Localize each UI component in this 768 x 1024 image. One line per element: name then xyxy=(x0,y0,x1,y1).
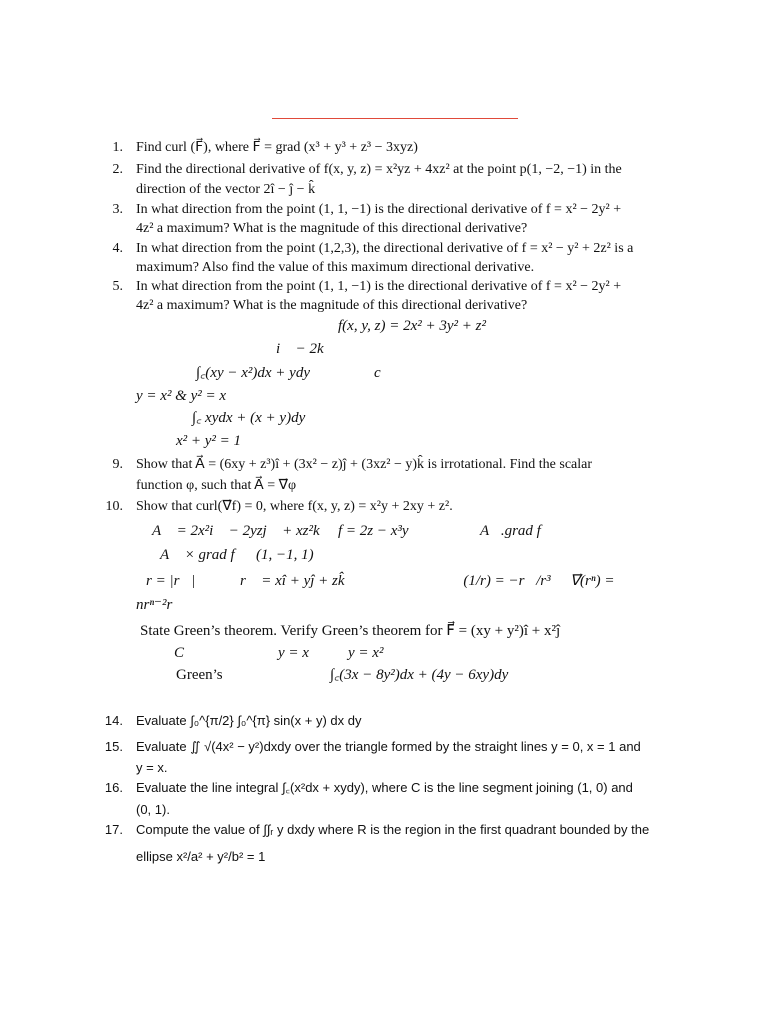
formula-fragment: i⃗ − 2k⃗ xyxy=(276,341,336,357)
formula-fragment: y = x xyxy=(278,645,309,661)
formula-fragment: c xyxy=(374,365,381,381)
item-number: 14. xyxy=(104,713,123,728)
formula-fragment: ∇⃗(1/r) = −r⃗/r³ xyxy=(440,573,551,589)
item-text-continued: ellipse x²/a² + y²/b² = 1 xyxy=(136,849,266,864)
item-number: 1. xyxy=(112,140,123,155)
item-text: In what direction from the point (1,2,3), the directional derivative of f = x² − y² + 2z² is a xyxy=(136,241,634,256)
item-text-continued: y = x. xyxy=(136,760,168,775)
item-number: 17. xyxy=(104,822,123,837)
item-text-continued: direction of the vector 2î − ĵ − k̂ xyxy=(136,182,316,197)
item-text-continued: (0, 1). xyxy=(136,802,170,817)
formula-fragment: C xyxy=(174,645,185,661)
formula-fragment: ∇⃗(rⁿ) = xyxy=(570,573,615,589)
item-number: 3. xyxy=(112,202,123,217)
item-text: In what direction from the point (1, 1, −1) is the directional derivative of f = x² − 2y² + xyxy=(136,202,622,217)
formula-fragment: ∫꜀(3x − 8y²)dx + (4y − 6xy)dy xyxy=(330,667,509,683)
item-number: 4. xyxy=(112,241,123,256)
formula-fragment: A⃗ = 2x²i⃗ − 2yzj⃗ + xz²k⃗ xyxy=(152,523,332,539)
item-number: 16. xyxy=(104,780,123,795)
item-text-continued: maximum? Also find the value of this maximum directional derivative. xyxy=(136,260,535,275)
item-text-continued: function φ, such that A⃗ = ∇⃗φ xyxy=(136,478,297,493)
item-number: 2. xyxy=(112,162,123,177)
formula-fragment: f(x, y, z) = 2x² + 3y² + z² xyxy=(338,318,486,334)
formula-fragment: y = x² & y² = x xyxy=(136,388,227,404)
item-number: 10. xyxy=(105,499,123,514)
item-text-continued: 4z² a maximum? What is the magnitude of this directional derivative? xyxy=(136,298,528,313)
item-number: 9. xyxy=(112,457,123,472)
formula-fragment: r⃗ = xî + yĵ + zk̂ xyxy=(240,573,345,589)
item-number: 15. xyxy=(104,739,123,754)
item-text: Compute the value of ∫∫ᵣ y dxdy where R is the region in the first quadrant bounded by the xyxy=(136,822,650,837)
formula-fragment: A⃗.grad f xyxy=(480,523,541,539)
formula-fragment: x² + y² = 1 xyxy=(176,433,242,449)
formula-fragment: y = x² xyxy=(348,645,384,661)
item-text-continued: 4z² a maximum? What is the magnitude of this directional derivative? xyxy=(136,221,528,236)
formula-fragment: Green’s xyxy=(176,667,223,683)
item-text: Evaluate the line integral ∫꜀(x²dx + xydy), where C is the line segment joining (1, 0) and xyxy=(136,780,633,795)
formula-fragment: ∫꜀ xydx + (x + y)dy xyxy=(192,410,306,426)
item-text: Show that curl(∇⃗f) = 0, where f(x, y, z) = x²y + 2xy + z². xyxy=(136,499,453,514)
formula-fragment: f = 2z − x³y xyxy=(338,523,409,539)
item-text: Find the directional derivative of f(x, y, z) = x²yz + 4xz² at the point p(1, −2, −1) in the xyxy=(136,162,622,177)
item-text: Show that A⃗ = (6xy + z³)î + (3x² − z)ĵ + (3xz² − y)k̂ is irrotational. Find the scalar xyxy=(136,457,593,472)
item-number: 5. xyxy=(112,279,123,294)
formula-fragment: r = |r⃗| xyxy=(146,573,196,589)
item-text: Evaluate ∫₀^{π/2} ∫₀^{π} sin(x + y) dx dy xyxy=(136,713,362,728)
item-text: Evaluate ∬ √(4x² − y²)dxdy over the triangle formed by the straight lines y = 0, x = 1 and xyxy=(136,739,641,754)
formula-fragment: ∫꜀(xy − x²)dx + ydy xyxy=(196,365,310,381)
formula-fragment: State Green’s theorem. Verify Green’s theorem for F⃗ = (xy + y²)î + x²ĵ xyxy=(140,623,561,639)
formula-fragment: A⃗ × grad f xyxy=(160,547,235,563)
formula-fragment: nrⁿ⁻²r⃗ xyxy=(136,597,184,613)
item-text: In what direction from the point (1, 1, −1) is the directional derivative of f = x² − 2y² + xyxy=(136,279,622,294)
red-divider-line xyxy=(272,118,518,119)
item-text: Find curl (F⃗), where F⃗ = grad (x³ + y³ + z³ − 3xyz) xyxy=(136,140,418,155)
formula-fragment: (1, −1, 1) xyxy=(256,547,314,563)
